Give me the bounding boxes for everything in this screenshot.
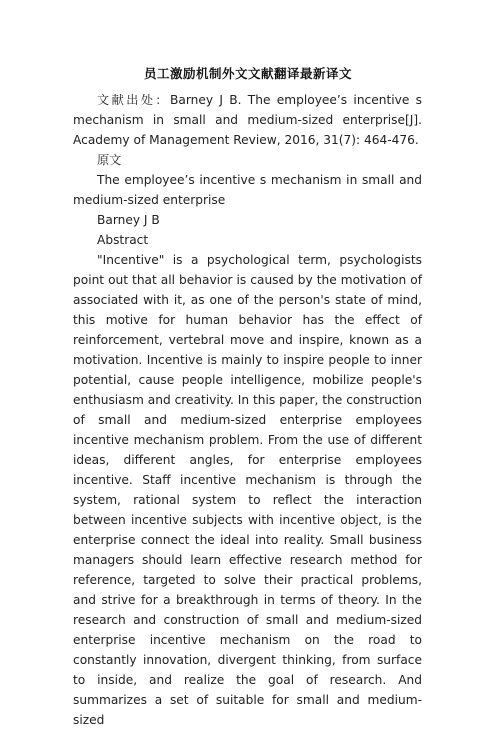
document-title: 员工激励机制外文文献翻译最新译文 [143,66,352,81]
paper-title: The employee’s incentive s mechanism in small and medium-sized enterprise [73,173,422,207]
abstract-text: "Incentive" is a psychological term, psychologists point out that all behavior is caused by the motivation of associated with it, as one of the person's state of mind, this motive for human behavior has the effect of reinforcement, vertebral move and inspire, known as a motivation. Incentive is mainly to inspire people to inner potential, cause people intelligence, mobilize people's enthusiasm and creativity. In this paper, the construction of small and medium-sized enterprise employees incentive mechanism problem. From the use of different ideas, different angles, for enterprise employees incentive. Staff incentive mechanism is through the system, rational system to reflect the interaction between incentive subjects with incentive object, is the enterprise connect the ideal into reality. Small business managers should learn effective research method for reference, targeted to solve their practical problems, and strive for a breakthrough in terms of theory. In the research and construction of small and medium-sized enterprise incentive mechanism on the road to constantly innovation, divergent thinking, from surface to inside, and realize the goal of research. And summarizes a set of suitable for small and medium-sized [73,253,422,727]
abstract-heading: Abstract [97,233,149,247]
author-name: Barney J B [97,213,160,227]
original-label: 原文 [97,153,122,167]
document-body [73,90,422,730]
source-citation: 文献出处：Barney J B. The employee’s incentive s mechanism in small and medium-sized enterprise[J]. Academy of Management Review, 2016, 31(7): 464-476. [73,93,422,147]
